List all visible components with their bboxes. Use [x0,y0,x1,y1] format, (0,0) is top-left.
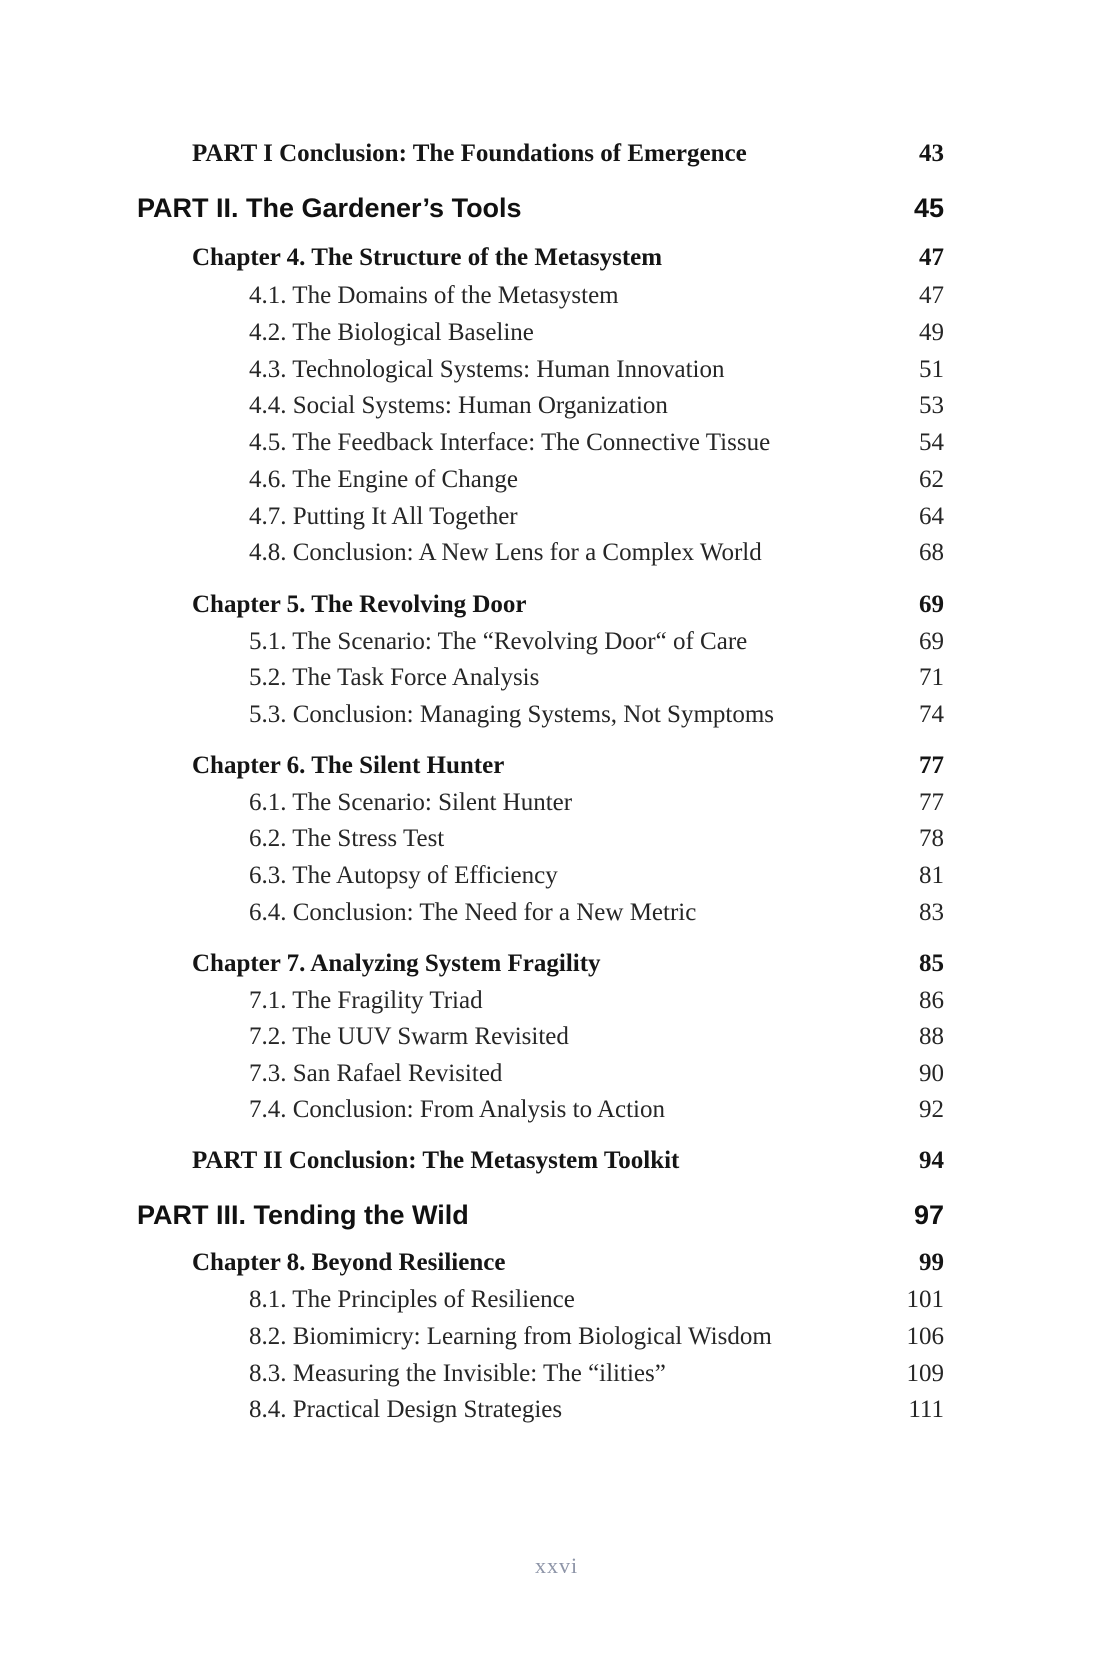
toc-entry-title: 4.7. Putting It All Together [249,503,518,530]
toc-entry-page-number: 106 [906,1323,944,1350]
toc-entry-section[interactable] [249,392,944,420]
toc-entry-page-number: 90 [919,1060,944,1087]
toc-entry-section[interactable] [249,664,944,692]
toc-entry-section[interactable] [249,282,944,310]
toc-entry-page-number: 71 [919,664,944,691]
toc-entry-section[interactable] [249,503,944,531]
toc-entry-page-number: 101 [906,1286,944,1313]
toc-entry-title: Chapter 4. The Structure of the Metasystem [192,244,663,271]
toc-entry-section[interactable] [249,789,944,817]
toc-entry-title: Chapter 8. Beyond Resilience [192,1249,506,1276]
toc-entry-page-number: 99 [919,1249,944,1276]
toc-entry-title: 8.3. Measuring the Invisible: The “ilities” [249,1360,666,1387]
toc-entry-section[interactable] [249,1286,944,1314]
toc-entry-section[interactable] [249,862,944,890]
toc-entry-chapter[interactable] [192,140,944,168]
toc-entry-section[interactable] [249,899,944,927]
toc-entry-title: Chapter 6. The Silent Hunter [192,752,505,779]
toc-entry-title: PART II Conclusion: The Metasystem Toolkit [192,1147,680,1174]
toc-entry-title: Chapter 5. The Revolving Door [192,591,527,618]
toc-entry-title: 8.2. Biomimicry: Learning from Biological Wisdom [249,1323,772,1350]
toc-entry-page-number: 43 [919,140,944,167]
toc-entry-part[interactable] [137,193,944,224]
toc-entry-section[interactable] [249,466,944,494]
page-number-footer: xxvi [534,1553,579,1578]
toc-entry-title: 7.2. The UUV Swarm Revisited [249,1023,569,1050]
toc-entry-page-number: 49 [919,319,944,346]
toc-entry-section[interactable] [249,701,944,729]
toc-entry-title: 4.5. The Feedback Interface: The Connective Tissue [249,429,771,456]
toc-entry-page-number: 69 [919,628,944,655]
toc-entry-title: 4.1. The Domains of the Metasystem [249,282,619,309]
toc-entry-page-number: 47 [919,244,944,271]
toc-entry-title: PART I Conclusion: The Foundations of Emergence [192,140,747,167]
toc-entry-page-number: 69 [919,591,944,618]
toc-entry-title: Chapter 7. Analyzing System Fragility [192,950,601,977]
toc-entry-chapter[interactable] [192,1147,944,1175]
toc-entry-title: 7.4. Conclusion: From Analysis to Action [249,1096,665,1123]
toc-entry-page-number: 83 [919,899,944,926]
toc-entry-title: 6.1. The Scenario: Silent Hunter [249,789,573,816]
toc-entry-title: PART III. Tending the Wild [137,1200,469,1230]
toc-entry-title: 6.4. Conclusion: The Need for a New Metric [249,899,697,926]
toc-entry-section[interactable] [249,429,944,457]
toc-entry-chapter[interactable] [192,244,944,272]
toc-entry-part[interactable] [137,1200,944,1231]
toc-entry-title: 4.8. Conclusion: A New Lens for a Complex World [249,539,762,566]
toc-entry-page-number: 45 [913,193,944,223]
toc-entry-title: 4.2. The Biological Baseline [249,319,534,346]
toc-entry-section[interactable] [249,1323,944,1351]
toc-entry-title: 5.3. Conclusion: Managing Systems, Not Symptoms [249,701,775,728]
toc-entry-page-number: 54 [919,429,944,456]
toc-entry-page-number: 51 [919,356,944,383]
toc-entry-title: 7.3. San Rafael Revisited [249,1060,503,1087]
toc-entry-section[interactable] [249,356,944,384]
toc-entry-page-number: 111 [908,1396,944,1423]
toc-entry-title: 5.1. The Scenario: The “Revolving Door“ of Care [249,628,748,655]
toc-entry-page-number: 68 [919,539,944,566]
toc-entry-title: 8.1. The Principles of Resilience [249,1286,575,1313]
toc-entry-section[interactable] [249,1360,944,1388]
toc-entry-section[interactable] [249,1396,944,1424]
toc-entry-section[interactable] [249,1060,944,1088]
toc-entry-page-number: 85 [919,950,944,977]
toc-entry-title: 4.6. The Engine of Change [249,466,518,493]
toc-entry-page-number: 77 [919,789,944,816]
toc-entry-page-number: 78 [919,825,944,852]
toc-entry-title: PART II. The Gardener’s Tools [137,193,522,223]
toc-entry-page-number: 88 [919,1023,944,1050]
toc-entry-page-number: 53 [919,392,944,419]
toc-entry-page-number: 81 [919,862,944,889]
toc-entry-page-number: 77 [919,752,944,779]
toc-entry-section[interactable] [249,539,944,567]
toc-entry-page-number: 47 [919,282,944,309]
toc-entry-page-number: 86 [919,987,944,1014]
toc-entry-title: 7.1. The Fragility Triad [249,987,483,1014]
toc-entry-section[interactable] [249,825,944,853]
toc-entry-title: 4.3. Technological Systems: Human Innovation [249,356,725,383]
toc-entry-section[interactable] [249,319,944,347]
toc-entry-page-number: 97 [913,1200,944,1230]
toc-entry-section[interactable] [249,1096,944,1124]
toc-entry-section[interactable] [249,1023,944,1051]
toc-entry-section[interactable] [249,987,944,1015]
toc-entry-page-number: 62 [919,466,944,493]
toc-entry-title: 5.2. The Task Force Analysis [249,664,540,691]
toc-entry-chapter[interactable] [192,950,944,978]
toc-entry-chapter[interactable] [192,1249,944,1277]
toc-entry-page-number: 94 [919,1147,944,1174]
toc-entry-page-number: 92 [919,1096,944,1123]
toc-entry-title: 4.4. Social Systems: Human Organization [249,392,668,419]
toc-entry-section[interactable] [249,628,944,656]
toc-entry-page-number: 109 [906,1360,944,1387]
toc-entry-chapter[interactable] [192,752,944,780]
toc-entry-page-number: 64 [919,503,944,530]
toc-entry-page-number: 74 [919,701,944,728]
toc-entry-title: 6.2. The Stress Test [249,825,445,852]
toc-entry-title: 6.3. The Autopsy of Efficiency [249,862,558,889]
toc-entry-chapter[interactable] [192,591,944,619]
toc-entry-title: 8.4. Practical Design Strategies [249,1396,563,1423]
